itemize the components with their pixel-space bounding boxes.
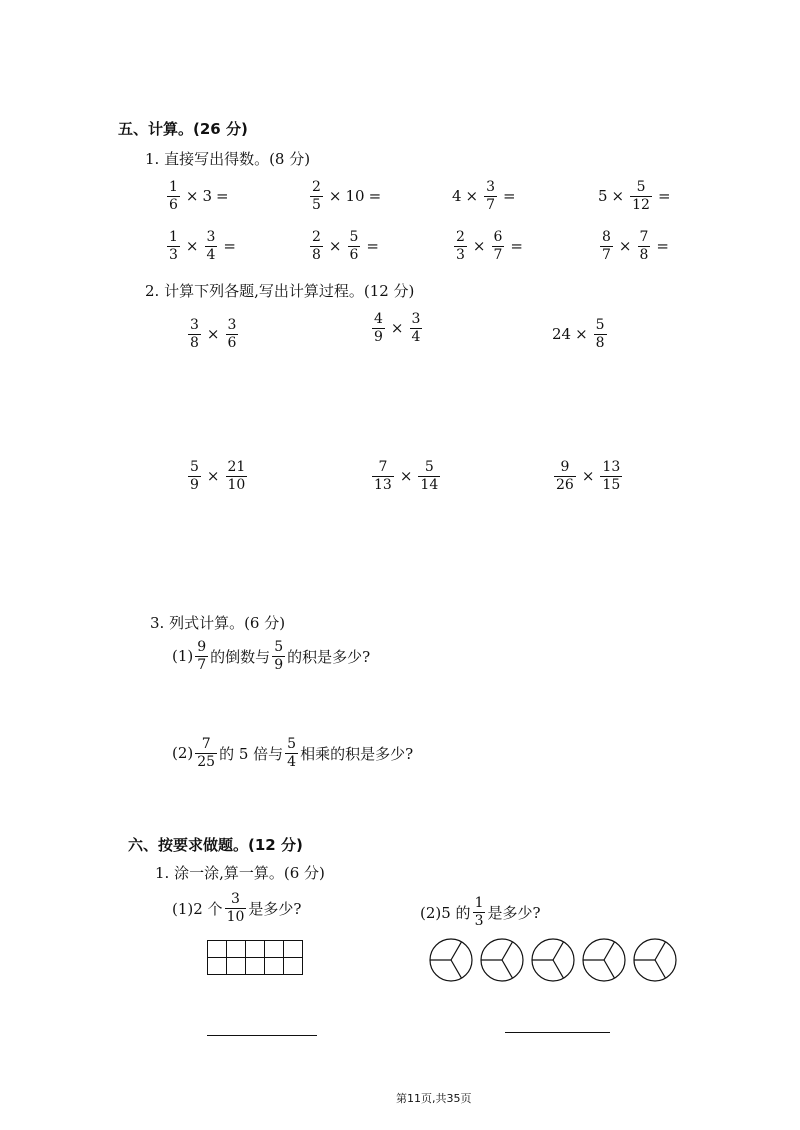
fraction: $\frac{13}{15}$: [602, 459, 621, 493]
fraction: $\frac{1}{3}$: [169, 229, 178, 263]
q2-expr-1: $\frac{3}{8}$ × $\frac{3}{6}$: [190, 317, 237, 351]
fraction: $\frac{3}{4}$: [411, 311, 421, 345]
page-footer: 第11页,共35页: [396, 1092, 472, 1105]
fraction: $\frac{3}{7}$: [486, 179, 496, 213]
q2-expr-2: $\frac{4}{9}$ × $\frac{3}{4}$: [374, 311, 421, 345]
fraction: $\frac{4}{9}$: [374, 311, 383, 345]
fraction: $\frac{7}{13}$: [374, 459, 392, 493]
q3-label: 3. 列式计算。(6 分): [150, 614, 286, 632]
q3-part-1: (1) $\frac{9}{7}$ 的倒数与 $\frac{5}{9}$ 的积是多少?: [172, 639, 371, 673]
fraction: $\frac{3}{6}$: [227, 317, 237, 351]
q1-expr-8: $\frac{8}{7}$ × $\frac{7}{8}$ =: [602, 229, 669, 263]
fraction: $\frac{9}{7}$: [197, 639, 207, 673]
fraction: $\frac{8}{7}$: [602, 229, 611, 263]
q3-part-2: (2) $\frac{7}{25}$ 的 5 倍与 $\frac{5}{4}$ 相乘的积是多少?: [172, 736, 414, 770]
grid-cell[interactable]: [246, 941, 265, 958]
fraction: $\frac{7}{25}$: [197, 736, 216, 770]
fraction: $\frac{5}{8}$: [595, 317, 605, 351]
s6-part-2: (2)5 的 $\frac{1}{3}$ 是多少?: [420, 895, 541, 929]
grid-cell[interactable]: [227, 958, 246, 975]
grid-cell[interactable]: [208, 958, 227, 975]
q1-expr-5: $\frac{1}{3}$ × $\frac{3}{4}$ =: [169, 229, 236, 263]
q2-expr-5: $\frac{7}{13}$ × $\frac{5}{14}$: [374, 459, 439, 493]
q1-expr-4: 5 × $\frac{5}{12}$ =: [598, 179, 671, 213]
fraction: $\frac{5}{4}$: [287, 736, 297, 770]
fraction: $\frac{2}{5}$: [312, 179, 321, 213]
fraction: $\frac{6}{7}$: [493, 229, 503, 263]
q1-expr-2: $\frac{2}{5}$ × 10 =: [312, 179, 382, 213]
grid-cell[interactable]: [208, 941, 227, 958]
section-6-title: 六、按要求做题。(12 分): [128, 836, 303, 854]
answer-line-1[interactable]: [207, 1035, 317, 1036]
q2-expr-4: $\frac{5}{9}$ × $\frac{21}{10}$: [190, 459, 246, 493]
grid-cell[interactable]: [227, 941, 246, 958]
grid-cell[interactable]: [265, 941, 284, 958]
fraction: $\frac{2}{3}$: [456, 229, 465, 263]
answer-line-2[interactable]: [505, 1032, 610, 1033]
fraction: $\frac{3}{4}$: [206, 229, 216, 263]
fraction: $\frac{5}{6}$: [349, 229, 359, 263]
fraction: $\frac{1}{3}$: [474, 895, 484, 929]
grid-cell[interactable]: [246, 958, 265, 975]
q1-label: 1. 直接写出得数。(8 分): [145, 150, 311, 168]
coloring-grid[interactable]: [207, 940, 303, 975]
q1-expr-7: $\frac{2}{3}$ × $\frac{6}{7}$ =: [456, 229, 523, 263]
s6-q1-label: 1. 涂一涂,算一算。(6 分): [155, 864, 325, 882]
q1-expr-3: 4 × $\frac{3}{7}$ =: [452, 179, 516, 213]
fraction: $\frac{7}{8}$: [639, 229, 649, 263]
circles-thirds: [428, 936, 684, 984]
q2-expr-6: $\frac{9}{26}$ × $\frac{13}{15}$: [556, 459, 621, 493]
fraction: $\frac{5}{9}$: [274, 639, 284, 673]
section-5-title: 五、计算。(26 分): [118, 120, 248, 138]
fraction: $\frac{3}{8}$: [190, 317, 199, 351]
fraction: $\frac{2}{8}$: [312, 229, 321, 263]
fraction: $\frac{5}{12}$: [632, 179, 650, 213]
fraction: $\frac{1}{6}$: [169, 179, 178, 213]
fraction: $\frac{21}{10}$: [227, 459, 246, 493]
grid-cell[interactable]: [284, 958, 303, 975]
q2-expr-3: 24 × $\frac{5}{8}$: [552, 317, 605, 351]
fraction: $\frac{5}{9}$: [190, 459, 199, 493]
s6-part-1: (1)2 个 $\frac{3}{10}$ 是多少?: [172, 891, 302, 925]
grid-cell[interactable]: [265, 958, 284, 975]
q2-label: 2. 计算下列各题,写出计算过程。(12 分): [145, 282, 415, 300]
fraction: $\frac{3}{10}$: [226, 891, 245, 925]
fraction: $\frac{5}{14}$: [420, 459, 439, 493]
grid-cell[interactable]: [284, 941, 303, 958]
q1-expr-1: $\frac{1}{6}$ × 3 =: [169, 179, 229, 213]
q1-expr-6: $\frac{2}{8}$ × $\frac{5}{6}$ =: [312, 229, 379, 263]
fraction: $\frac{9}{26}$: [556, 459, 574, 493]
